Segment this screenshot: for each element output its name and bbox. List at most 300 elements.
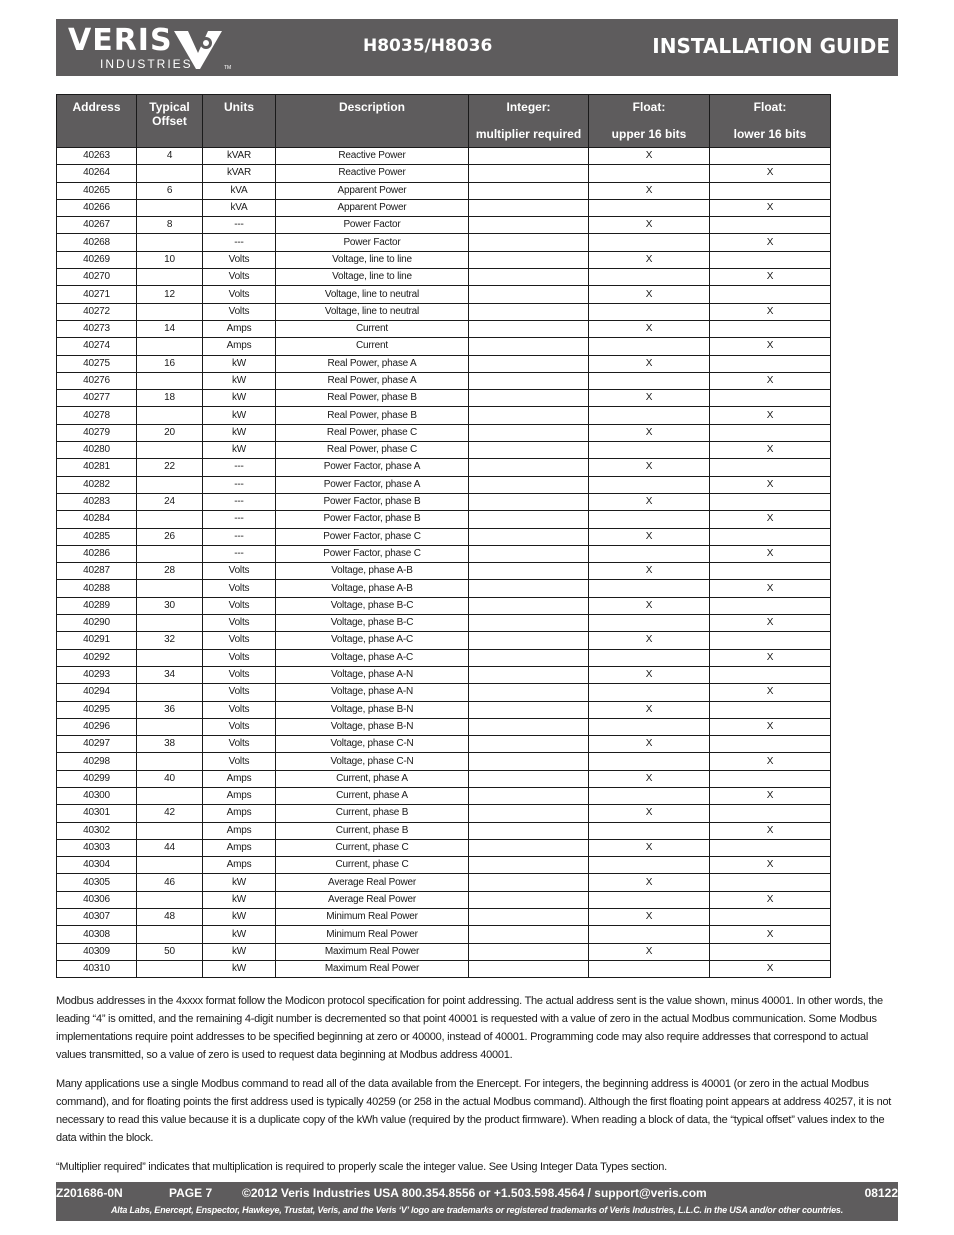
model-number: H8035/H8036	[363, 36, 493, 56]
cell-address: 40268	[57, 234, 137, 251]
cell-float-upper	[589, 234, 710, 251]
cell-address: 40279	[57, 424, 137, 441]
cell-description: Voltage, phase A-C	[276, 632, 469, 649]
table-row	[57, 372, 831, 389]
column-header-line1: Typical	[149, 100, 190, 114]
cell-description: Power Factor, phase B	[276, 493, 469, 510]
cell-float-upper: X	[589, 909, 710, 926]
table-row	[57, 632, 831, 649]
cell-address: 40306	[57, 891, 137, 908]
cell-integer	[469, 165, 589, 182]
table-row	[57, 269, 831, 286]
cell-float-lower: X	[710, 303, 831, 320]
cell-float-lower: X	[710, 269, 831, 286]
paragraph-multiplier: “Multiplier required” indicates that multiplication is required to properly scale the integer value. See Using Integer Data Types section.	[56, 1161, 667, 1173]
cell-offset	[137, 684, 203, 701]
table-row	[57, 666, 831, 683]
table-row	[57, 182, 831, 199]
date-code: 08122	[864, 1186, 898, 1200]
table-row	[57, 857, 831, 874]
cell-integer	[469, 545, 589, 562]
cell-integer	[469, 182, 589, 199]
cell-description: Power Factor, phase A	[276, 459, 469, 476]
table-row	[57, 511, 831, 528]
cell-float-lower: X	[710, 822, 831, 839]
cell-float-upper: X	[589, 805, 710, 822]
cell-float-upper: X	[589, 251, 710, 268]
cell-integer	[469, 148, 589, 165]
cell-description: Real Power, phase A	[276, 355, 469, 372]
cell-description: Average Real Power	[276, 891, 469, 908]
cell-float-lower: X	[710, 926, 831, 943]
cell-float-upper	[589, 615, 710, 632]
veris-logo	[66, 25, 241, 73]
cell-float-lower	[710, 701, 831, 718]
cell-description: Voltage, phase C-N	[276, 753, 469, 770]
table-row	[57, 580, 831, 597]
cell-float-upper	[589, 960, 710, 977]
cell-units: Volts	[203, 251, 276, 268]
cell-integer	[469, 459, 589, 476]
cell-offset	[137, 442, 203, 459]
column-header-line1: Address	[72, 100, 121, 114]
cell-offset	[137, 303, 203, 320]
table-row	[57, 217, 831, 234]
column-header-line1: Description	[338, 100, 405, 114]
table-row	[57, 286, 831, 303]
cell-float-upper: X	[589, 355, 710, 372]
cell-units: kW	[203, 372, 276, 389]
cell-offset: 26	[137, 528, 203, 545]
cell-offset: 10	[137, 251, 203, 268]
cell-offset	[137, 269, 203, 286]
cell-float-upper	[589, 545, 710, 562]
cell-offset	[137, 545, 203, 562]
cell-description: Current, phase A	[276, 770, 469, 787]
cell-address: 40280	[57, 442, 137, 459]
cell-units: Volts	[203, 269, 276, 286]
column-header-line2: Offset	[152, 114, 187, 128]
cell-address: 40301	[57, 805, 137, 822]
cell-float-lower	[710, 909, 831, 926]
cell-offset	[137, 753, 203, 770]
cell-float-upper: X	[589, 182, 710, 199]
cell-address: 40309	[57, 943, 137, 960]
column-header	[203, 95, 276, 148]
cell-offset	[137, 926, 203, 943]
cell-float-upper: X	[589, 493, 710, 510]
cell-float-lower	[710, 805, 831, 822]
cell-float-lower: X	[710, 891, 831, 908]
table-row	[57, 355, 831, 372]
cell-integer	[469, 251, 589, 268]
cell-description: Current, phase C	[276, 857, 469, 874]
cell-float-upper: X	[589, 286, 710, 303]
cell-address: 40276	[57, 372, 137, 389]
cell-float-lower: X	[710, 234, 831, 251]
cell-address: 40310	[57, 960, 137, 977]
cell-integer	[469, 355, 589, 372]
cell-units: Volts	[203, 580, 276, 597]
body-text	[56, 992, 898, 1187]
cell-units: ---	[203, 493, 276, 510]
cell-address: 40284	[57, 511, 137, 528]
cell-integer	[469, 649, 589, 666]
cell-units: ---	[203, 476, 276, 493]
cell-float-upper	[589, 926, 710, 943]
column-header	[137, 95, 203, 148]
cell-float-lower: X	[710, 718, 831, 735]
cell-units: Volts	[203, 736, 276, 753]
cell-float-upper	[589, 442, 710, 459]
table-row	[57, 805, 831, 822]
cell-units: kW	[203, 874, 276, 891]
cell-address: 40289	[57, 597, 137, 614]
cell-units: Amps	[203, 338, 276, 355]
cell-description: Voltage, phase B-N	[276, 718, 469, 735]
cell-offset: 48	[137, 909, 203, 926]
copyright-contact: ©2012 Veris Industries USA 800.354.8556 or +1.503.598.4564 / support@veris.com	[242, 1186, 707, 1200]
table-row	[57, 442, 831, 459]
cell-units: kW	[203, 960, 276, 977]
cell-address: 40295	[57, 701, 137, 718]
cell-float-lower	[710, 493, 831, 510]
cell-integer	[469, 442, 589, 459]
cell-float-lower: X	[710, 615, 831, 632]
cell-integer	[469, 822, 589, 839]
table-body	[57, 148, 831, 978]
cell-address: 40267	[57, 217, 137, 234]
cell-offset	[137, 787, 203, 804]
cell-float-lower	[710, 632, 831, 649]
cell-integer	[469, 787, 589, 804]
cell-float-upper: X	[589, 424, 710, 441]
cell-float-lower	[710, 390, 831, 407]
footer-band	[56, 1182, 898, 1221]
header-band	[56, 19, 898, 76]
cell-float-upper	[589, 372, 710, 389]
trademark-notice: Alta Labs, Enercept, Enspector, Hawkeye, Trustat, Veris, and the Veris ‘V’ logo are trademarks or registered trademarks of Veris Industries, L.L.C. in the USA and/or other countries.	[111, 1205, 843, 1215]
table-row	[57, 736, 831, 753]
column-header-line2: multiplier required	[475, 127, 582, 141]
cell-float-upper	[589, 891, 710, 908]
cell-units: Volts	[203, 649, 276, 666]
cell-float-upper: X	[589, 736, 710, 753]
cell-float-lower	[710, 528, 831, 545]
cell-units: kVA	[203, 182, 276, 199]
cell-float-upper: X	[589, 597, 710, 614]
cell-offset: 4	[137, 148, 203, 165]
cell-float-upper: X	[589, 632, 710, 649]
table-row	[57, 390, 831, 407]
cell-offset: 18	[137, 390, 203, 407]
cell-address: 40269	[57, 251, 137, 268]
cell-float-upper	[589, 338, 710, 355]
cell-integer	[469, 891, 589, 908]
cell-description: Voltage, phase B-C	[276, 597, 469, 614]
cell-integer	[469, 199, 589, 216]
cell-offset: 36	[137, 701, 203, 718]
cell-float-upper: X	[589, 528, 710, 545]
table-row	[57, 303, 831, 320]
cell-description: Average Real Power	[276, 874, 469, 891]
cell-description: Current, phase A	[276, 787, 469, 804]
cell-address: 40293	[57, 666, 137, 683]
cell-description: Current	[276, 320, 469, 337]
cell-description: Power Factor	[276, 234, 469, 251]
cell-float-upper: X	[589, 701, 710, 718]
cell-offset	[137, 407, 203, 424]
cell-integer	[469, 303, 589, 320]
table-row	[57, 770, 831, 787]
cell-integer	[469, 372, 589, 389]
table-row	[57, 943, 831, 960]
logo-subtitle: INDUSTRIES	[100, 57, 193, 71]
table-row	[57, 701, 831, 718]
cell-units: Amps	[203, 857, 276, 874]
cell-offset	[137, 476, 203, 493]
cell-offset	[137, 234, 203, 251]
cell-address: 40285	[57, 528, 137, 545]
cell-float-upper: X	[589, 320, 710, 337]
cell-address: 40307	[57, 909, 137, 926]
cell-address: 40286	[57, 545, 137, 562]
cell-address: 40281	[57, 459, 137, 476]
cell-float-upper: X	[589, 770, 710, 787]
cell-description: Real Power, phase C	[276, 424, 469, 441]
cell-address: 40274	[57, 338, 137, 355]
cell-offset	[137, 857, 203, 874]
cell-integer	[469, 632, 589, 649]
cell-integer	[469, 943, 589, 960]
cell-address: 40277	[57, 390, 137, 407]
cell-integer	[469, 580, 589, 597]
cell-offset: 24	[137, 493, 203, 510]
cell-address: 40275	[57, 355, 137, 372]
cell-float-upper	[589, 787, 710, 804]
cell-float-lower: X	[710, 476, 831, 493]
cell-units: Amps	[203, 770, 276, 787]
paragraph-addressing: Modbus addresses in the 4xxxx format follow the Modicon protocol specification for point addressing. The actual address sent is the value shown, minus 40001. In other words, the leading “4” is omitted, and the remaining 4-digit number is decremented so that point 40001 is requested with a value of zero in the actual Modbus communication. Some Modbus implementations require point addresses to be specified beginning at zero or 40000, instead of 40001. Programming code may also require addresses that correspond to actual values transmitted, so a value of zero is used to request data beginning at Modbus address 40001.	[56, 995, 883, 1061]
cell-units: kW	[203, 943, 276, 960]
cell-address: 40266	[57, 199, 137, 216]
cell-description: Real Power, phase C	[276, 442, 469, 459]
cell-float-upper	[589, 649, 710, 666]
cell-address: 40302	[57, 822, 137, 839]
cell-description: Current, phase B	[276, 822, 469, 839]
cell-integer	[469, 320, 589, 337]
cell-integer	[469, 563, 589, 580]
table-row	[57, 338, 831, 355]
cell-float-lower	[710, 286, 831, 303]
cell-float-lower	[710, 424, 831, 441]
cell-float-lower: X	[710, 407, 831, 424]
cell-integer	[469, 234, 589, 251]
table-row	[57, 320, 831, 337]
column-header-line2: lower 16 bits	[733, 127, 807, 141]
logo-wordmark: VERIS	[68, 23, 173, 58]
table-row	[57, 597, 831, 614]
cell-integer	[469, 857, 589, 874]
cell-units: Volts	[203, 701, 276, 718]
cell-description: Power Factor	[276, 217, 469, 234]
cell-description: Power Factor, phase C	[276, 545, 469, 562]
page-number: PAGE 7	[169, 1186, 213, 1200]
cell-float-lower: X	[710, 857, 831, 874]
cell-address: 40305	[57, 874, 137, 891]
cell-offset: 20	[137, 424, 203, 441]
cell-integer	[469, 286, 589, 303]
cell-units: Volts	[203, 718, 276, 735]
cell-integer	[469, 476, 589, 493]
table-row	[57, 649, 831, 666]
cell-offset	[137, 718, 203, 735]
cell-float-upper	[589, 684, 710, 701]
cell-description: Voltage, line to neutral	[276, 286, 469, 303]
cell-integer	[469, 493, 589, 510]
cell-address: 40299	[57, 770, 137, 787]
cell-float-upper	[589, 753, 710, 770]
cell-units: kW	[203, 909, 276, 926]
cell-offset: 42	[137, 805, 203, 822]
cell-description: Minimum Real Power	[276, 926, 469, 943]
cell-float-lower	[710, 355, 831, 372]
cell-integer	[469, 597, 589, 614]
cell-integer	[469, 926, 589, 943]
cell-float-lower	[710, 563, 831, 580]
cell-integer	[469, 718, 589, 735]
cell-units: kW	[203, 891, 276, 908]
cell-integer	[469, 874, 589, 891]
column-header	[469, 95, 589, 148]
cell-float-lower	[710, 666, 831, 683]
cell-units: kW	[203, 390, 276, 407]
cell-integer	[469, 217, 589, 234]
table-row	[57, 251, 831, 268]
cell-description: Reactive Power	[276, 148, 469, 165]
cell-float-lower	[710, 182, 831, 199]
cell-float-lower	[710, 736, 831, 753]
cell-description: Voltage, phase A-B	[276, 580, 469, 597]
cell-units: ---	[203, 459, 276, 476]
cell-float-upper: X	[589, 217, 710, 234]
cell-units: Volts	[203, 303, 276, 320]
cell-address: 40300	[57, 787, 137, 804]
cell-description: Current, phase C	[276, 839, 469, 856]
cell-description: Voltage, phase B-C	[276, 615, 469, 632]
table-row	[57, 199, 831, 216]
cell-units: kW	[203, 424, 276, 441]
cell-units: Volts	[203, 563, 276, 580]
cell-float-lower: X	[710, 372, 831, 389]
table-row	[57, 615, 831, 632]
cell-description: Voltage, line to neutral	[276, 303, 469, 320]
cell-float-lower: X	[710, 960, 831, 977]
table-row	[57, 528, 831, 545]
cell-integer	[469, 684, 589, 701]
cell-description: Apparent Power	[276, 199, 469, 216]
cell-description: Minimum Real Power	[276, 909, 469, 926]
cell-offset: 32	[137, 632, 203, 649]
cell-float-upper: X	[589, 874, 710, 891]
cell-integer	[469, 909, 589, 926]
cell-integer	[469, 666, 589, 683]
cell-float-upper: X	[589, 839, 710, 856]
table-row	[57, 960, 831, 977]
cell-integer	[469, 269, 589, 286]
cell-description: Maximum Real Power	[276, 960, 469, 977]
cell-units: kVAR	[203, 165, 276, 182]
cell-description: Real Power, phase B	[276, 407, 469, 424]
cell-offset: 12	[137, 286, 203, 303]
column-header	[710, 95, 831, 148]
cell-address: 40292	[57, 649, 137, 666]
cell-offset: 6	[137, 182, 203, 199]
cell-offset: 30	[137, 597, 203, 614]
cell-units: kVA	[203, 199, 276, 216]
cell-description: Real Power, phase B	[276, 390, 469, 407]
cell-offset	[137, 822, 203, 839]
cell-description: Voltage, phase B-N	[276, 701, 469, 718]
cell-description: Voltage, phase C-N	[276, 736, 469, 753]
cell-integer	[469, 407, 589, 424]
cell-description: Real Power, phase A	[276, 372, 469, 389]
cell-offset	[137, 580, 203, 597]
cell-address: 40298	[57, 753, 137, 770]
column-header-line1: Float:	[753, 100, 787, 114]
cell-units: ---	[203, 234, 276, 251]
cell-integer	[469, 528, 589, 545]
cell-integer	[469, 736, 589, 753]
cell-description: Apparent Power	[276, 182, 469, 199]
cell-description: Power Factor, phase B	[276, 511, 469, 528]
column-header	[589, 95, 710, 148]
register-table	[56, 94, 831, 978]
cell-description: Voltage, line to line	[276, 269, 469, 286]
veris-v-icon	[172, 27, 224, 71]
cell-description: Voltage, phase A-N	[276, 684, 469, 701]
column-header-line1: Float:	[632, 100, 666, 114]
cell-integer	[469, 839, 589, 856]
cell-offset	[137, 511, 203, 528]
cell-integer	[469, 390, 589, 407]
cell-units: Volts	[203, 632, 276, 649]
cell-float-lower	[710, 251, 831, 268]
cell-integer	[469, 511, 589, 528]
cell-float-lower	[710, 217, 831, 234]
cell-float-upper: X	[589, 563, 710, 580]
table-row	[57, 424, 831, 441]
table-row	[57, 148, 831, 165]
table-row	[57, 891, 831, 908]
table-row	[57, 234, 831, 251]
cell-address: 40264	[57, 165, 137, 182]
cell-float-upper	[589, 269, 710, 286]
cell-float-upper	[589, 857, 710, 874]
cell-float-lower	[710, 839, 831, 856]
cell-offset	[137, 649, 203, 666]
cell-float-upper: X	[589, 148, 710, 165]
cell-float-lower: X	[710, 511, 831, 528]
cell-units: Amps	[203, 822, 276, 839]
cell-float-lower: X	[710, 442, 831, 459]
cell-float-lower	[710, 148, 831, 165]
table-row	[57, 753, 831, 770]
cell-address: 40263	[57, 148, 137, 165]
column-header	[276, 95, 469, 148]
cell-offset: 46	[137, 874, 203, 891]
cell-integer	[469, 701, 589, 718]
